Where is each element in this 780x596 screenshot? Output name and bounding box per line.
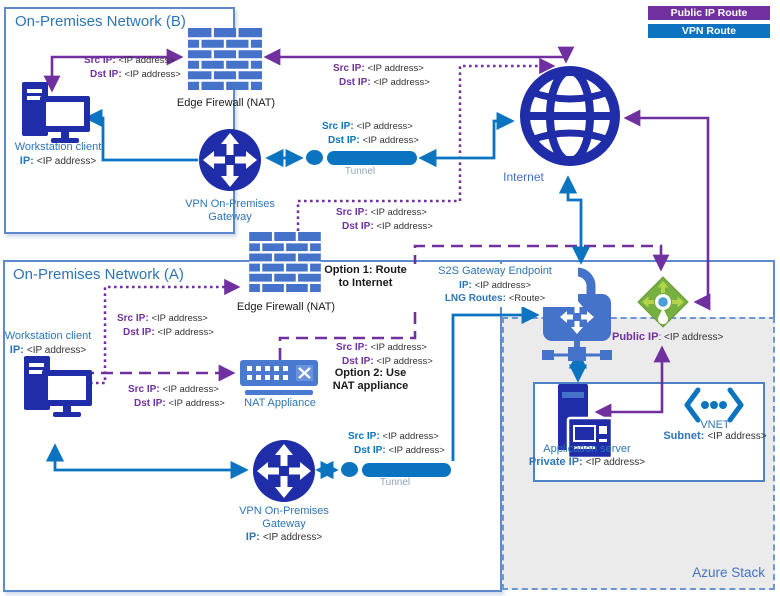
public-ip-label: Public IP: <IP address>	[612, 331, 724, 343]
option2-label: Option 2: Use NAT appliance	[332, 367, 409, 392]
vnet-label: VNET	[700, 419, 730, 431]
workstation-b-ip: IP: <IP address>	[19, 155, 97, 167]
workstation-a-label: Workstation client	[4, 330, 92, 342]
option1-label: Option 1: Route to Internet	[324, 264, 407, 289]
ip-pair-label: Src IP: <IP address> Dst IP: <IP address>	[84, 55, 181, 80]
ip-pair-label: Src IP: <IP address> Dst IP: <IP address>	[336, 342, 433, 367]
ip-pair-label: Src IP: <IP address> Dst IP: <IP address>	[348, 431, 445, 456]
s2s-gateway-endpoint-label: S2S Gateway Endpoint IP: <IP address> LNG Routes: <Route>	[412, 264, 578, 307]
internet-globe-icon	[517, 61, 623, 171]
tunnel-a-label: Tunnel	[379, 477, 411, 488]
vpn-gateway-b-label: VPN On-Premises Gateway	[185, 198, 275, 223]
application-server-ip: Private IP: <IP address>	[528, 456, 646, 468]
tunnel-b-label: Tunnel	[344, 166, 376, 177]
ip-pair-label: Src IP: <IP address> Dst IP: <IP address>	[333, 63, 430, 88]
public-ip-icon	[637, 276, 689, 328]
ip-pair-label: Src IP: <IP address> Dst IP: <IP address>	[336, 207, 433, 232]
legend-public-ip-route: Public IP Route	[648, 6, 770, 20]
application-server-label: Application server	[543, 443, 631, 455]
vpn-gateway-icon	[252, 439, 316, 503]
firewall-icon	[248, 232, 322, 292]
vpn-gateway-a-label: VPN On-Premises Gateway IP: <IP address>	[239, 505, 329, 543]
vnet-icon	[682, 387, 746, 423]
network-b-title: On-Premises Network (B)	[15, 13, 186, 30]
workstation-a-ip: IP: <IP address>	[9, 344, 87, 356]
workstation-icon	[24, 356, 92, 418]
ip-pair-label: Src IP: <IP address> Dst IP: <IP address>	[117, 313, 214, 338]
nat-appliance-icon	[240, 360, 318, 400]
legend-vpn-route: VPN Route	[648, 24, 770, 38]
firewall-icon	[188, 28, 262, 90]
ip-pair-label: Src IP: <IP address> Dst IP: <IP address>	[128, 384, 225, 409]
ip-pair-label: Src IP: <IP address> Dst IP: <IP address>	[322, 121, 419, 146]
vpn-gateway-icon	[198, 128, 262, 192]
firewall-a-label: Edge Firewall (NAT)	[236, 301, 336, 313]
azure-stack-label: Azure Stack	[692, 565, 765, 580]
workstation-b-label: Workstation client	[14, 141, 102, 153]
firewall-b-label: Edge Firewall (NAT)	[176, 97, 276, 109]
nat-appliance-label: NAT Appliance	[244, 397, 316, 409]
internet-label: Internet	[503, 170, 544, 184]
vnet-subnet-label: Subnet: <IP address>	[663, 430, 767, 442]
workstation-icon	[22, 82, 90, 144]
network-a-title: On-Premises Network (A)	[13, 266, 184, 283]
